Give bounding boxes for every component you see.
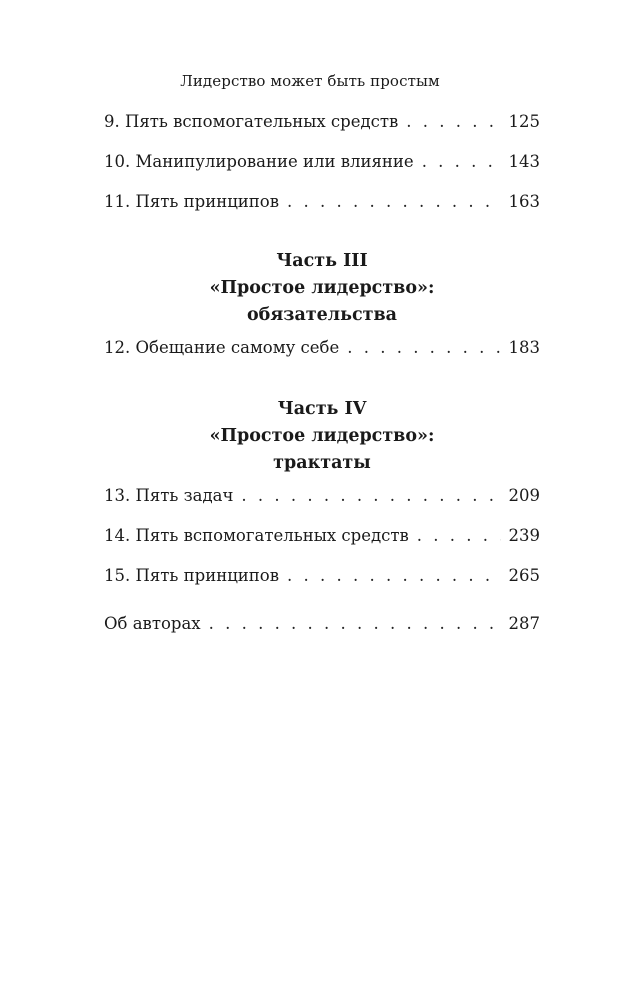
toc-entry-title: 10. Манипулирование или влияние bbox=[104, 152, 414, 171]
toc-group-4 bbox=[104, 614, 540, 654]
toc-entry-page: 287 bbox=[508, 614, 540, 633]
toc-entry-page: 183 bbox=[508, 338, 540, 357]
running-header: Лидерство может быть простым bbox=[180, 72, 440, 90]
toc-leader-dots bbox=[347, 338, 500, 357]
part-3-subtitle: обязательства bbox=[247, 305, 397, 325]
toc-entry-page: 239 bbox=[508, 526, 540, 545]
part-4-title: «Простое лидерство»: bbox=[209, 426, 435, 446]
toc-entry-title: 11. Пять принципов bbox=[104, 192, 280, 211]
toc-entry-title: 13. Пять задач bbox=[104, 486, 234, 505]
toc-leader-dots bbox=[209, 614, 501, 633]
toc-entry-page: 125 bbox=[508, 112, 540, 131]
toc-entry[interactable] bbox=[104, 566, 540, 606]
toc-group-1 bbox=[104, 112, 540, 232]
toc-leader-dots bbox=[422, 152, 501, 171]
part-4-heading bbox=[0, 396, 620, 477]
part-3-heading bbox=[0, 248, 620, 329]
toc-entry[interactable] bbox=[104, 152, 540, 192]
toc-leader-dots bbox=[287, 192, 500, 211]
toc-entry-page: 265 bbox=[508, 566, 540, 585]
toc-leader-dots bbox=[287, 566, 500, 585]
toc-entry-title: 12. Обещание самому себе bbox=[104, 338, 340, 357]
toc-leader-dots bbox=[417, 526, 501, 545]
toc-entry[interactable] bbox=[104, 614, 540, 654]
toc-group-3 bbox=[104, 486, 540, 606]
part-3-title: «Простое лидерство»: bbox=[209, 278, 435, 298]
toc-entry-page: 143 bbox=[508, 152, 540, 171]
toc-entry-title: Об авторах bbox=[104, 614, 201, 633]
part-4-subtitle: трактаты bbox=[273, 453, 371, 473]
toc-entry-title: 15. Пять принципов bbox=[104, 566, 280, 585]
toc-entry-title: 9. Пять вспомогательных средств bbox=[104, 112, 399, 131]
toc-entry[interactable] bbox=[104, 526, 540, 566]
toc-entry-page: 209 bbox=[508, 486, 540, 505]
toc-entry-page: 163 bbox=[508, 192, 540, 211]
toc-group-2 bbox=[104, 338, 540, 378]
toc-entry[interactable] bbox=[104, 112, 540, 152]
toc-entry[interactable] bbox=[104, 338, 540, 378]
part-3-label: Часть III bbox=[276, 251, 368, 271]
toc-entry[interactable] bbox=[104, 486, 540, 526]
toc-leader-dots bbox=[241, 486, 500, 505]
toc-leader-dots bbox=[406, 112, 500, 131]
toc-entry[interactable] bbox=[104, 192, 540, 232]
toc-entry-title: 14. Пять вспомогательных средств bbox=[104, 526, 409, 545]
part-4-label: Часть IV bbox=[277, 399, 367, 419]
